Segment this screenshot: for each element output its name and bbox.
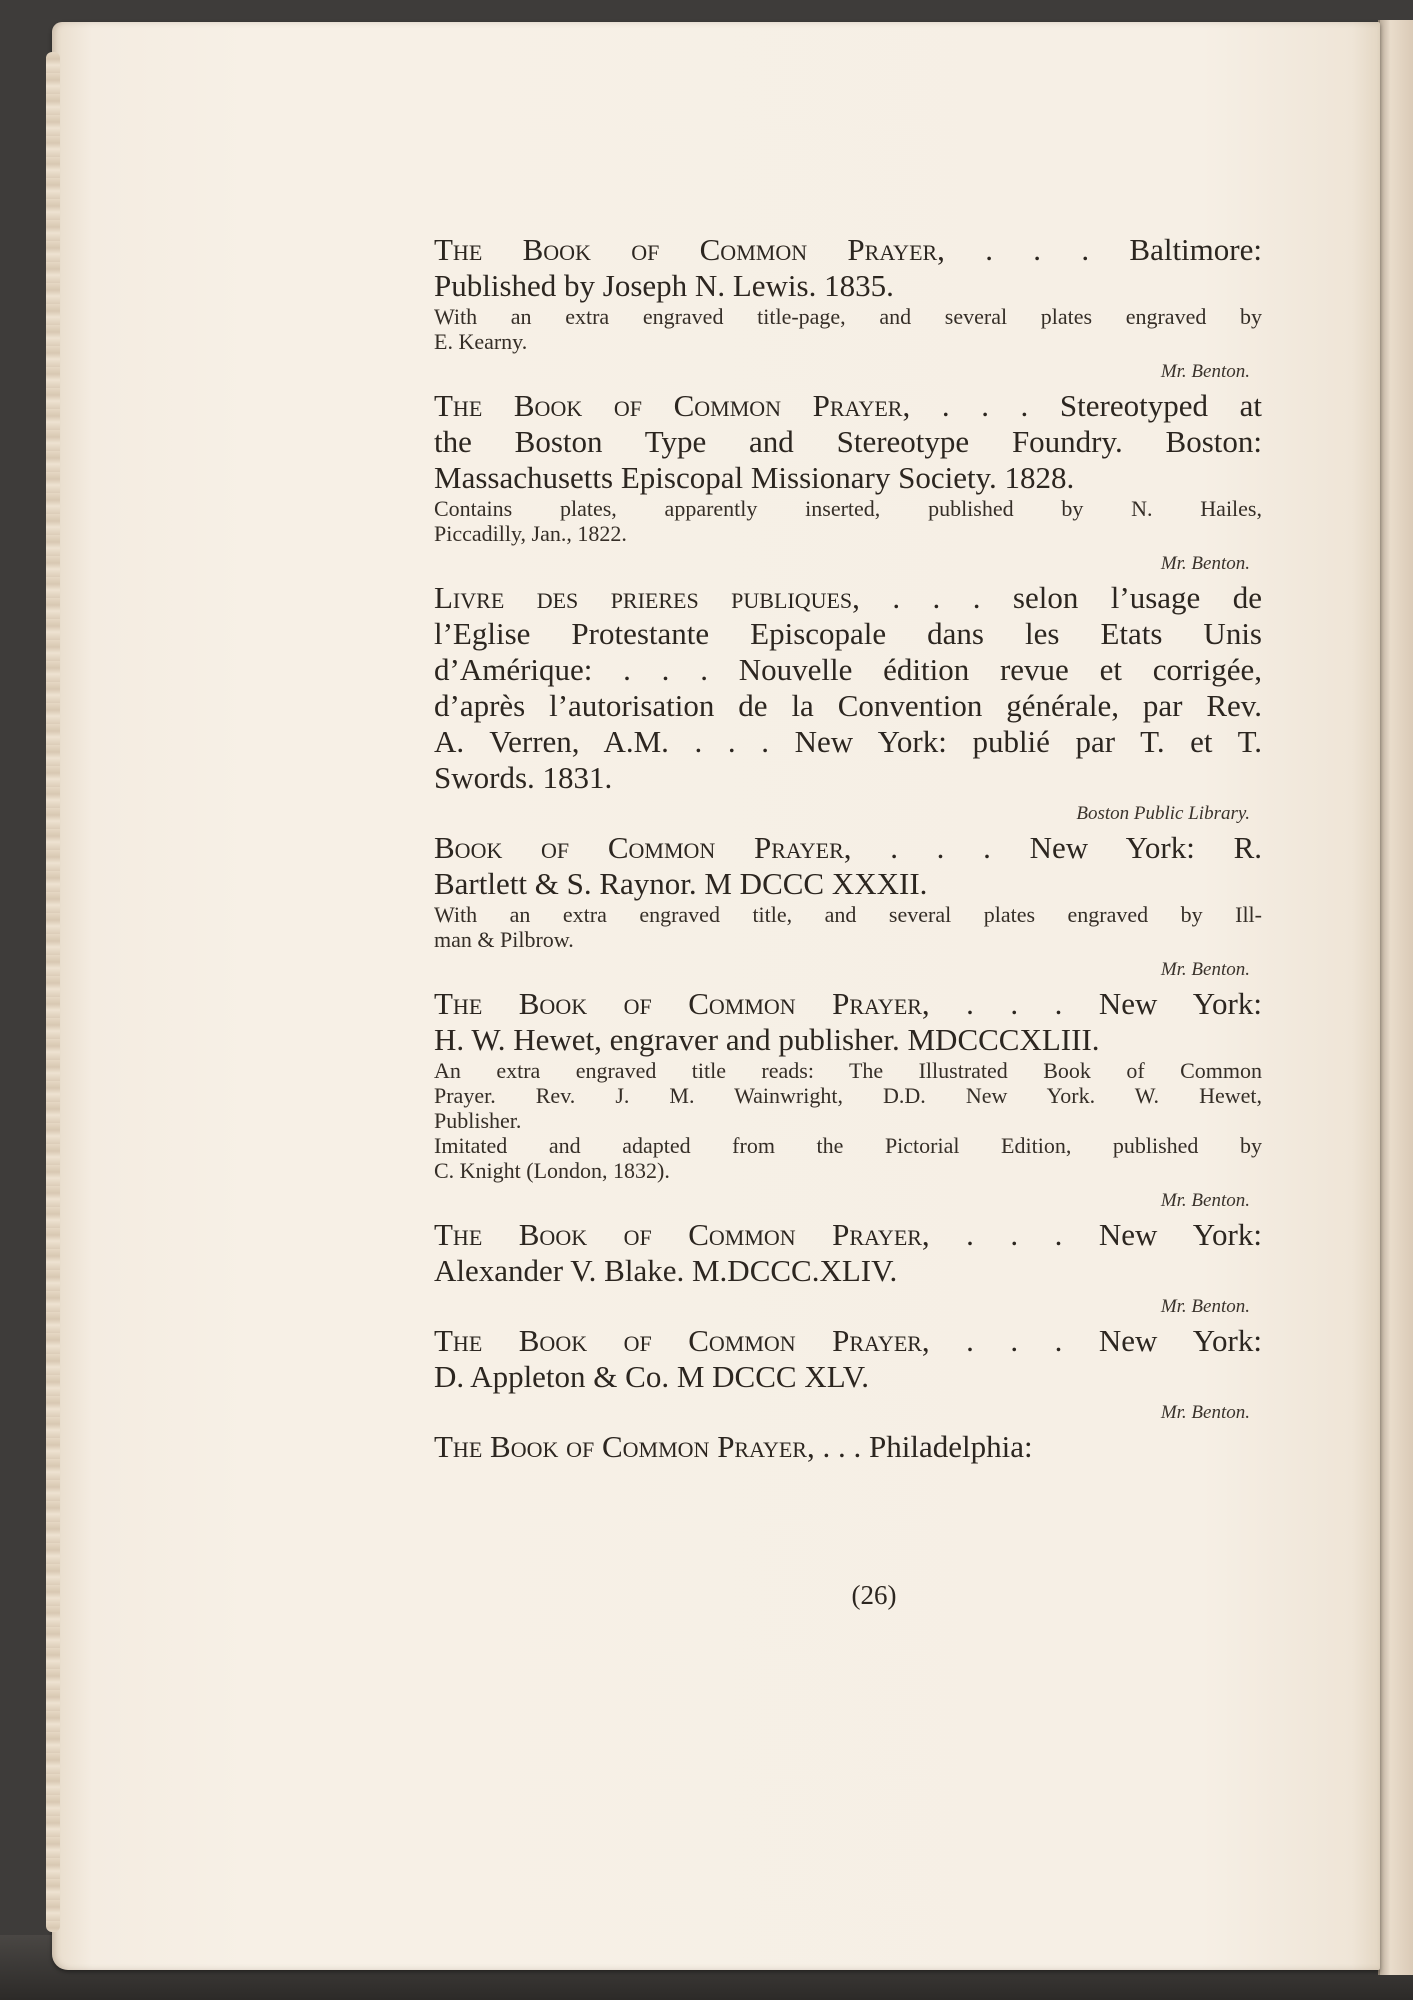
entry-imprint-text: . . . Baltimore: [944, 232, 1262, 267]
entry-imprint-text: . . . selon l’usage de [859, 580, 1263, 615]
entry-imprint-text: Swords. 1831. [434, 760, 613, 795]
entry-title-line [434, 688, 1262, 724]
entry-imprint-text: . . . New York: [929, 986, 1262, 1021]
entry-owner: Mr. Benton. [1160, 1296, 1250, 1317]
catalog-entry [434, 830, 1262, 982]
catalog-entry [434, 580, 1262, 826]
entry-title-small-caps: The Book of Common Prayer, [434, 986, 930, 1021]
entry-title-line [434, 652, 1262, 688]
entry-title-line [434, 232, 1262, 268]
entry-title-line [434, 268, 1262, 304]
entry-title-line [434, 616, 1262, 652]
entry-title-line [434, 1253, 1262, 1289]
entry-title-line [434, 1323, 1262, 1359]
entry-imprint-text: Alexander V. Blake. M.DCCC.XLIV. [434, 1253, 898, 1288]
entry-title-line [434, 724, 1262, 760]
entry-note-line: Contains plates, apparently inserted, published by N. Hailes, [434, 496, 1262, 521]
entry-title-line [434, 424, 1262, 460]
catalog-entry [434, 388, 1262, 576]
entry-imprint-text: D. Appleton & Co. M DCCC XLV. [434, 1359, 869, 1394]
entry-title-small-caps: The Book of Common Prayer, [434, 232, 945, 267]
book-page [52, 22, 1380, 1970]
entry-imprint-text: A. Verren, A.M. . . . New York: publié par T. et T. [434, 724, 1262, 759]
entry-imprint-text: the Boston Type and Stereotype Foundry. Boston: [434, 424, 1262, 459]
entry-imprint-text: . . . Stereotyped at [910, 388, 1262, 423]
entry-title-line [434, 1359, 1262, 1395]
entry-owner: Mr. Benton. [1160, 1402, 1250, 1423]
catalog-entry [434, 232, 1262, 384]
entry-title-line [434, 1217, 1262, 1253]
entry-title-line [434, 986, 1262, 1022]
entry-note-line: With an extra engraved title, and several plates engraved by Ill- [434, 902, 1262, 927]
entry-imprint-text: d’Amérique: . . . Nouvelle édition revue et corrigée, [434, 652, 1262, 687]
entry-owner: Mr. Benton. [1160, 361, 1250, 382]
entry-imprint-text: . . . New York: R. [851, 830, 1262, 865]
catalog-entry [434, 986, 1262, 1213]
entry-title-small-caps: The Book of Common Prayer, [434, 388, 911, 423]
entry-title-line [434, 866, 1262, 902]
entry-title-small-caps: The Book of Common Prayer, [434, 1323, 930, 1358]
entry-note-line: Imitated and adapted from the Pictorial Edition, published by [434, 1133, 1262, 1158]
entry-imprint-text: Bartlett & S. Raynor. M DCCC XXXII. [434, 866, 928, 901]
entry-imprint-text: . . . New York: [929, 1217, 1262, 1252]
entry-title-line [434, 388, 1262, 424]
entry-note-line: C. Knight (London, 1832). [434, 1158, 670, 1183]
catalog-entry [434, 1323, 1262, 1425]
entry-note-line: With an extra engraved title-page, and several plates engraved by [434, 304, 1262, 329]
entry-note-line: Piccadilly, Jan., 1822. [434, 521, 627, 546]
entry-owner: Mr. Benton. [1160, 553, 1250, 574]
catalog-entry [434, 1217, 1262, 1319]
entry-owner: Mr. Benton. [1160, 1190, 1250, 1211]
entry-title-small-caps: Livre des prieres publiques, [434, 580, 860, 615]
entry-imprint-text: H. W. Hewet, engraver and publisher. MDCCCXLIII. [434, 1022, 1100, 1057]
entry-note-line: man & Pilbrow. [434, 927, 574, 952]
catalog-entries [434, 232, 1262, 1465]
entry-title-line [434, 1022, 1262, 1058]
entry-imprint-text: l’Eglise Protestante Episcopale dans les Etats Unis [434, 616, 1262, 651]
entry-imprint-text: . . . New York: [929, 1323, 1262, 1358]
entry-owner: Mr. Benton. [1160, 959, 1250, 980]
entry-note-line: E. Kearny. [434, 329, 528, 354]
entry-owner: Boston Public Library. [1076, 803, 1250, 824]
entry-title-line [434, 830, 1262, 866]
entry-title-line [434, 580, 1262, 616]
entry-imprint-text: Massachusetts Episcopal Missionary Society. 1828. [434, 460, 1075, 495]
entry-imprint-text: Published by Joseph N. Lewis. 1835. [434, 268, 894, 303]
facing-page-edge [1378, 20, 1413, 1975]
entry-note-line: Publisher. [434, 1108, 522, 1133]
entry-title-line [434, 760, 1262, 796]
entry-imprint-text: . . . Philadelphia: [814, 1429, 1033, 1464]
entry-title-small-caps: Book of Common Prayer, [434, 830, 852, 865]
entry-title-small-caps: The Book of Common Prayer, [434, 1217, 930, 1252]
page-number: (26) [851, 1580, 897, 1610]
entry-imprint-text: d’après l’autorisation de la Convention générale, par Rev. [434, 688, 1262, 723]
entry-note-line: An extra engraved title reads: The Illustrated Book of Common [434, 1058, 1262, 1083]
entry-title-line [434, 1429, 1262, 1465]
entry-title-small-caps: The Book of Common Prayer, [434, 1429, 815, 1464]
entry-note-line: Prayer. Rev. J. M. Wainwright, D.D. New York. W. Hewet, [434, 1083, 1262, 1108]
catalog-entry [434, 1429, 1262, 1465]
entry-title-line [434, 460, 1262, 496]
